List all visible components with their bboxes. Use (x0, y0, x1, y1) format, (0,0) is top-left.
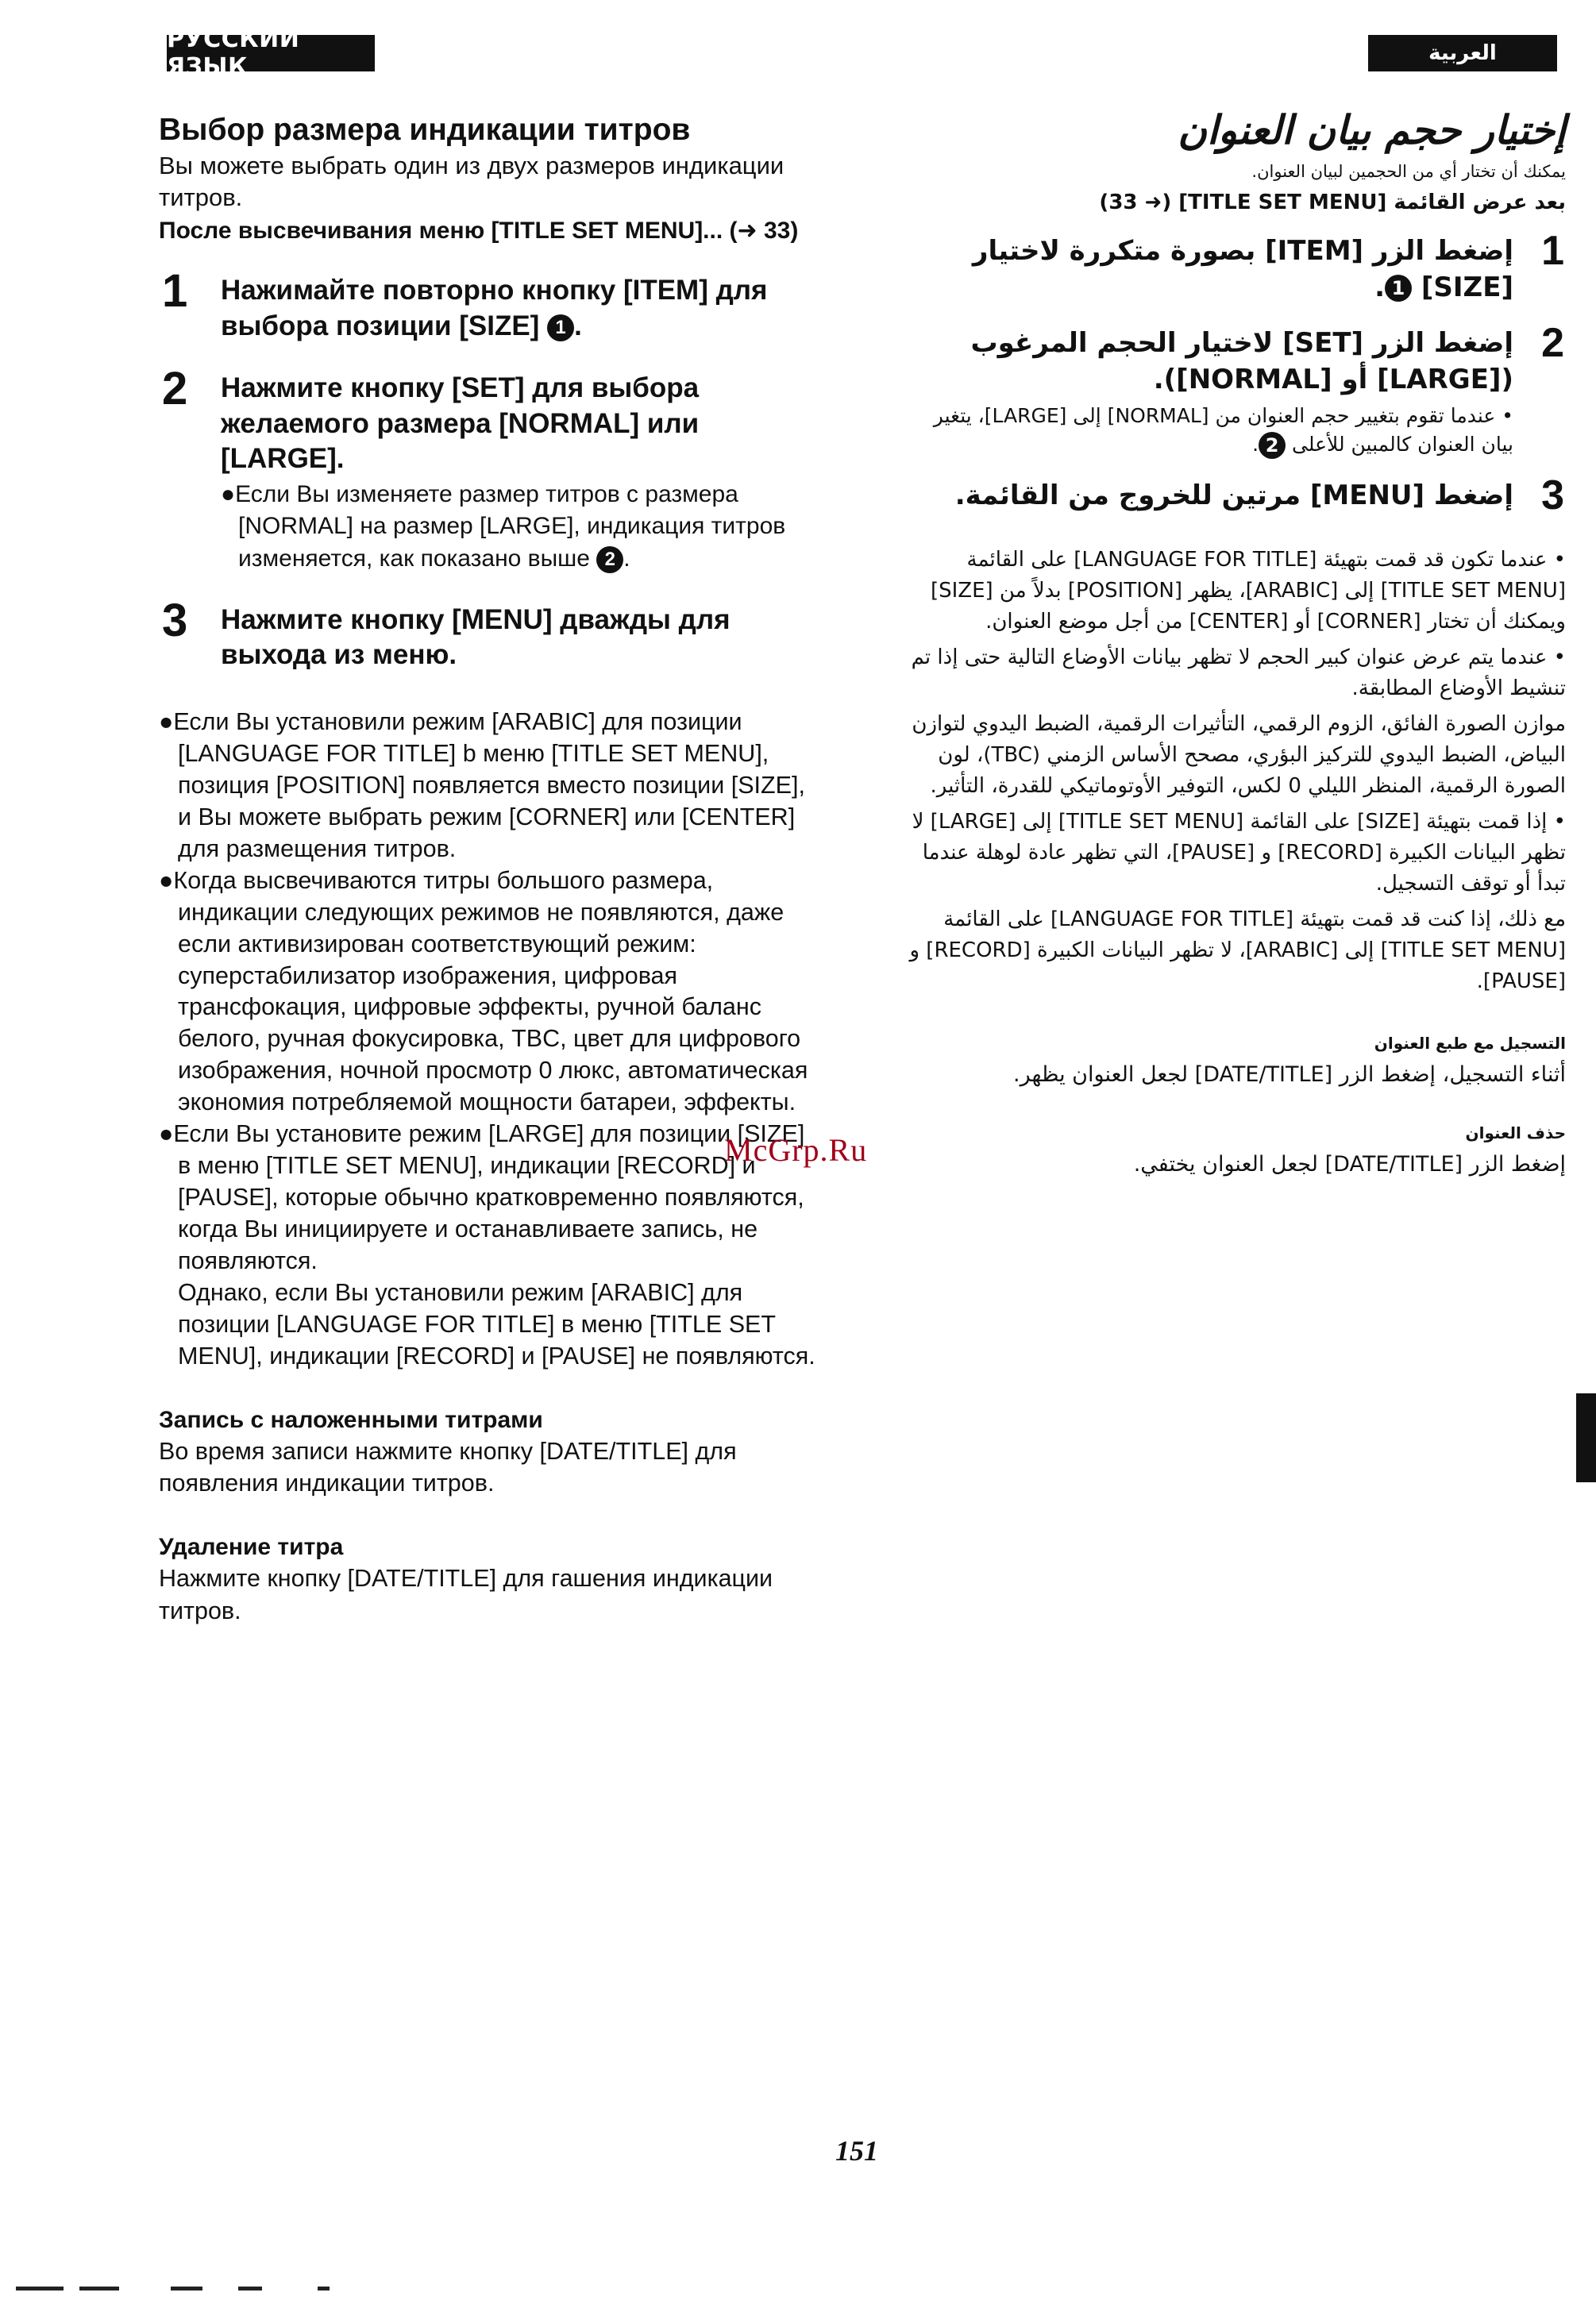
intro-text-arabic: يمكنك أن تختار أي من الحجمين لبيان العنوان. (1251, 162, 1566, 181)
section-text-arabic: أثناء التسجيل، إضغط الزر [DATE/TITLE] لجعل العنوان يظهر. (1013, 1061, 1566, 1087)
section-text: Нажмите кнопку [DATE/TITLE] для гашения индикации титров. (159, 1565, 773, 1624)
note-continuation: Однако, если Вы установили режим [ARABIC] для позиции [LANGUAGE FOR TITLE] в меню [TITLE SET MENU], индикации [RECORD] и [PAUSE] не появляются. (178, 1279, 815, 1370)
step-text: Нажмите кнопку [SET] для выбора желаемого размера [NORMAL] или [LARGE]. (221, 372, 700, 475)
section-heading: Запись с наложенными титрами (159, 1406, 543, 1433)
step-text: إضغط الزر [ITEM] بصورة متكررة لاختيار [SIZE] 1. (972, 235, 1513, 303)
side-index-tab (1576, 1393, 1596, 1482)
step-1-arabic (897, 228, 1566, 306)
step-text: إضغط [MENU] مرتين للخروج من القائمة. (954, 480, 1513, 512)
page-number: 151 (835, 2135, 878, 2167)
step-2 (159, 363, 818, 576)
step-text: Нажмите кнопку [MENU] дважды для выхода из меню. (221, 604, 731, 671)
step-3 (159, 595, 818, 673)
russian-column (159, 113, 818, 1627)
notes-list-arabic (897, 545, 1566, 997)
note-item: • عندما يتم عرض عنوان كبير الحجم لا تظهر بيانات الأوضاع التالية حتى إذا تم تنشيط الأوضاع المطابقة. (911, 645, 1566, 700)
step-number: 1 (162, 265, 188, 318)
note-item: ●Если Вы установили режим [ARABIC] для позиции [LANGUAGE FOR TITLE] b меню [TITLE SET MENU], позиция [POSITION] появляется вместо позиции [SIZE], и Вы можете выбрать режим [CORNER] или [CENTER] для размещения титров. (159, 707, 805, 862)
step-note: • عندما تقوم بتغيير حجم العنوان من [NORMAL] إلى [LARGE]، يتغير بيان العنوان كالمبين للأعلى 2. (897, 402, 1513, 460)
step-number: 3 (1541, 472, 1564, 519)
step-3-arabic (897, 472, 1566, 519)
section-text-arabic: إضغط الزر [DATE/TITLE] لجعل العنوان يختفي. (1133, 1151, 1566, 1177)
watermark: McGrp.Ru (724, 1132, 868, 1168)
note-item: • إذا قمت بتهيئة [SIZE] على القائمة [TITLE SET MENU] إلى [LARGE] لا تظهر البيانات الكبيرة [RECORD] و [PAUSE]، التي تظهر عادة لوهلة عندما تبدأ أو توقف التسجيل. (912, 809, 1566, 896)
intro-text: Вы можете выбрать один из двух размеров индикации титров. (159, 151, 785, 212)
note-item: ●Когда высвечиваются титры большого размера, индикации следующих режимов не появляются, даже если активизирован соответствующий режим: суперстабилизатор изображения, цифровая трансфокация, цифровые эффекты, ручной баланс белого, ручная фокусировка, TBC, цвет для цифрового изображения, ночной просмотр 0 люкс, автоматическая экономия потребляемой мощности батареи, эффекты. (159, 865, 818, 1119)
section-heading-arabic: التسجيل مع طبع العنوان (1374, 1033, 1566, 1053)
section-heading: Удаление титра (159, 1534, 344, 1561)
step-number: 3 (162, 595, 188, 647)
step-1 (159, 265, 818, 344)
language-tag-arabic: العربية (1368, 35, 1557, 71)
step-2-arabic (897, 319, 1566, 459)
after-menu-note: После высвечивания меню [TITLE SET MENU]... (➜ 33) (159, 218, 799, 245)
notes-list (159, 707, 818, 1373)
step-number: 2 (1541, 319, 1564, 366)
language-tag-russian: РУССКИЙ ЯЗЫК (167, 35, 375, 71)
print-marks (0, 2287, 365, 2291)
circled-two-icon: 2 (596, 546, 623, 573)
note-item: مع ذلك، إذا كنت قد قمت بتهيئة [LANGUAGE FOR TITLE] على القائمة [TITLE SET MENU] إلى [ARABIC]، لا تظهر البيانات الكبيرة [RECORD] و [PAUSE]. (909, 907, 1566, 993)
page-title: Выбор размера индикации титров (159, 113, 691, 147)
step-text: إضغط الزر [SET] لاختيار الحجم المرغوب ([LARGE] أو [NORMAL]). (970, 326, 1513, 395)
step-text: Нажимайте повторно кнопку [ITEM] для выбора позиции [SIZE] 1 . (221, 275, 768, 341)
page-title-arabic: إختيار حجم بيان العنوان (1178, 107, 1566, 153)
step-number: 1 (1541, 228, 1564, 274)
circled-one-icon: 1 (547, 314, 574, 341)
section-heading-arabic: حذف العنوان (1465, 1123, 1566, 1142)
note-continuation: суперстабилизатор изображения, цифровая трансфокация, цифровые эффекты, ручной баланс белого, ручная фокусировка, TBC, цвет для цифрового изображения, ночной просмотр 0 люкс, автоматическая экономия потребляемой мощности батареи, эффекты. (178, 961, 808, 1116)
circled-one-icon: 1 (1385, 275, 1412, 302)
note-item: ●Если Вы установите режим [LARGE] для позиции [SIZE] в меню [TITLE SET MENU], индикации [RECORD] и [PAUSE], которые обычно кратковременно появляются, когда Вы инициируете и останавливаете запись, не появляются. Однако, если Вы установили режим [ARABIC] для позиции [LANGUAGE FOR TITLE] в меню [TITLE SET MENU], индикации [RECORD] и [PAUSE] не появляются. (159, 1119, 818, 1373)
circled-two-icon: 2 (1259, 432, 1286, 459)
step-number: 2 (162, 363, 188, 415)
note-item: • عندما تكون قد قمت بتهيئة [LANGUAGE FOR TITLE] على القائمة [TITLE SET MENU] إلى [ARABIC]، يظهر [POSITION] بدلاً من [SIZE] ويمكنك أن تختار [CORNER] أو [CENTER] من أجل موضع العنوان. (930, 547, 1566, 634)
section-text: Во время записи нажмите кнопку [DATE/TITLE] для появления индикации титров. (159, 1437, 737, 1497)
arabic-column (897, 106, 1566, 1177)
after-menu-note-arabic: بعد عرض القائمة [TITLE SET MENU] (➜ 33) (1099, 191, 1566, 214)
note-item: موازن الصورة الفائق، الزوم الرقمي، التأثيرات الرقمية، الضبط اليدوي لتوازن البياض، الضبط اليدوي للتركيز البؤري، مصحح الأساس الزمني (TBC)، لون الصورة الرقمية، المنظر الليلي 0 لكس، التوفير الأوتوماتيكي للقدرة، التأثير. (912, 711, 1566, 798)
step-note: ●Если Вы изменяете размер титров с размера [NORMAL] на размер [LARGE], индикация титров изменяется, как показано выше 2 . (221, 479, 818, 576)
